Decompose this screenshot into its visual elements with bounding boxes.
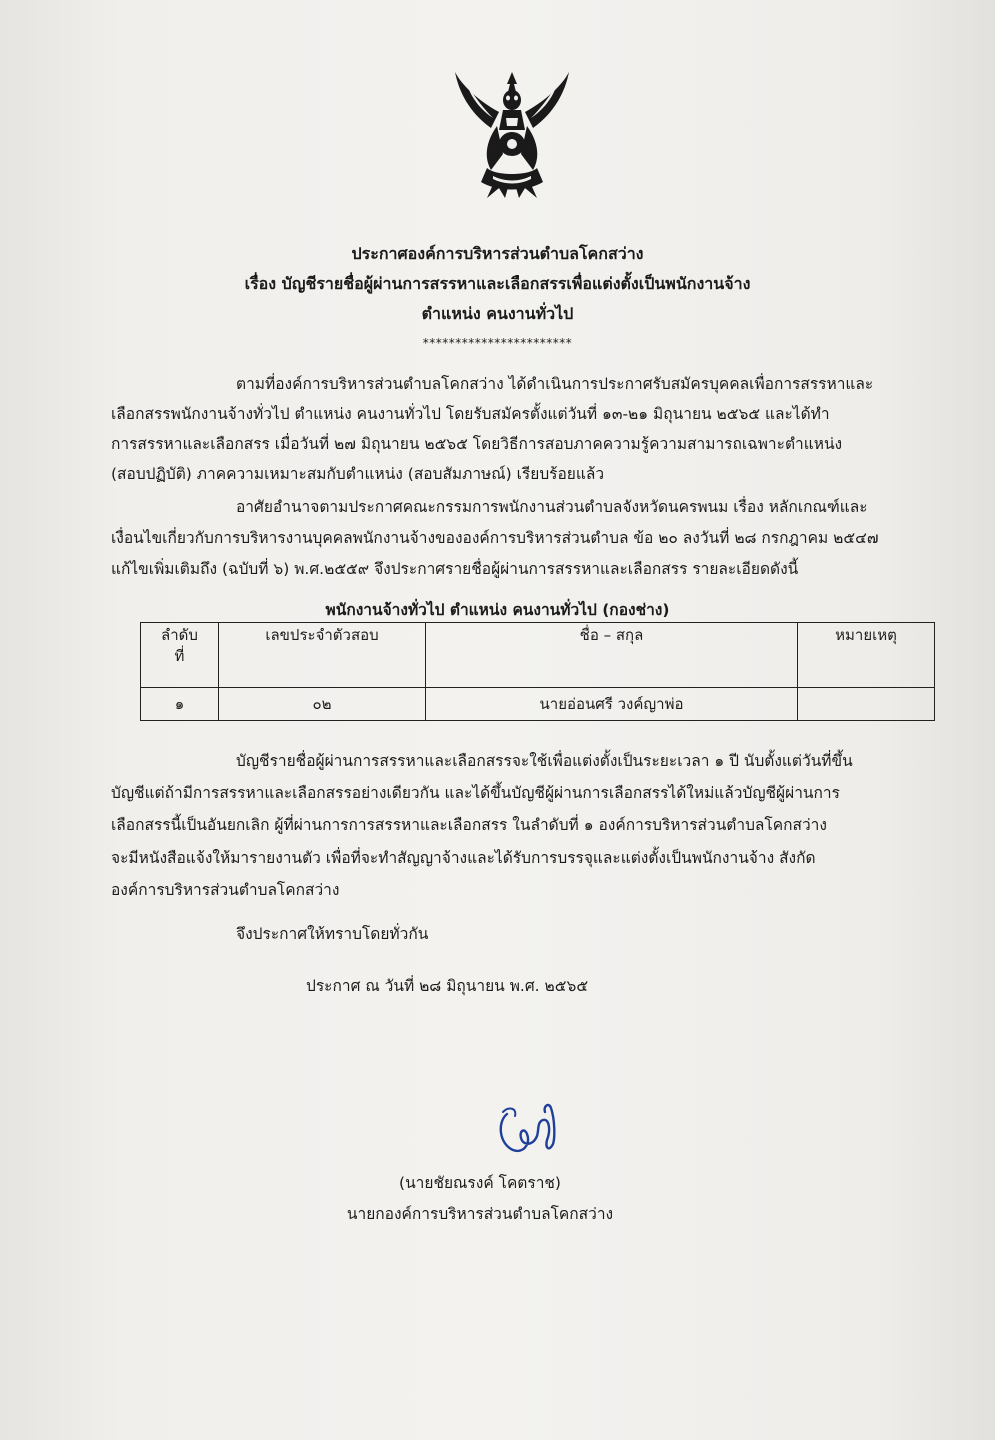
paragraph-1-line: เลือกสรรพนักงานจ้างทั่วไป ตำแหน่ง คนงานทั่วไป โดยรับสมัครตั้งแต่วันที่ ๑๓-๒๑ มิถุนายน ๒๕๖๕ และได้ทำ xyxy=(111,405,830,423)
announcement-position: ตำแหน่ง คนงานทั่วไป xyxy=(421,304,574,323)
announcement-subject: เรื่อง บัญชีรายชื่อผู้ผ่านการสรรหาและเลือกสรรเพื่อแต่งตั้งเป็นพนักงานจ้าง xyxy=(244,274,751,293)
column-header-name: ชื่อ – สกุล xyxy=(426,623,798,688)
paragraph-1-line: (สอบปฏิบัติ) ภาคความเหมาะสมกับตำแหน่ง (สอบสัมภาษณ์) เรียบร้อยแล้ว xyxy=(111,465,605,483)
table-header-row xyxy=(141,623,935,688)
garuda-emblem-icon xyxy=(447,70,577,200)
column-header-remark: หมายเหตุ xyxy=(798,623,935,688)
cell-order: ๑ xyxy=(141,688,219,721)
column-header-order: ลำดับ ที่ xyxy=(141,623,219,688)
paragraph-1-line: การสรรหาและเลือกสรร เมื่อวันที่ ๒๗ มิถุนายน ๒๕๖๕ โดยวิธีการสอบภาคความรู้ความสามารถเฉพาะตำแหน่ง xyxy=(111,435,843,453)
date-line: ประกาศ ณ วันที่ ๒๘ มิถุนายน พ.ศ. ๒๕๖๕ xyxy=(306,977,589,995)
column-header-exam-id: เลขประจำตัวสอบ xyxy=(219,623,426,688)
cell-name: นายอ่อนศรี วงค์ญาพ่อ xyxy=(426,688,798,721)
star-divider: *********************** xyxy=(422,336,573,350)
paragraph-3-line: เลือกสรรนี้เป็นอันยกเลิก ผู้ที่ผ่านการการสรรหาและเลือกสรร ในลำดับที่ ๑ องค์การบริหารส่วนตำบลโคกสว่าง xyxy=(111,816,827,834)
paragraph-3-line: จะมีหนังสือแจ้งให้มารายงานตัว เพื่อที่จะทำสัญญาจ้างและได้รับการบรรจุและแต่งตั้งเป็นพนักงานจ้าง สังกัด xyxy=(111,849,816,867)
announcement-title: ประกาศองค์การบริหารส่วนตำบลโคกสว่าง xyxy=(351,244,644,263)
paragraph-2-line: เงื่อนไขเกี่ยวกับการบริหารงานบุคคลพนักงานจ้างขององค์การบริหารส่วนตำบล ข้อ ๒๐ ลงวันที่ ๒๘ กรกฎาคม ๒๕๔๗ xyxy=(111,529,879,547)
paragraph-2-line: อาศัยอำนาจตามประกาศคณะกรรมการพนักงานส่วนตำบลจังหวัดนครพนม เรื่อง หลักเกณฑ์และ xyxy=(236,498,868,516)
signer-name: (นายชัยณรงค์ โคตราช) xyxy=(399,1174,561,1192)
paragraph-3-line: บัญชีแต่ถ้ามีการสรรหาและเลือกสรรอย่างเดียวกัน และได้ขึ้นบัญชีผู้ผ่านการเลือกสรรได้ใหม่แล้วบัญชีผู้ผ่านการ xyxy=(111,784,840,802)
cell-exam-id: ๐๒ xyxy=(219,688,426,721)
paragraph-3-line: บัญชีรายชื่อผู้ผ่านการสรรหาและเลือกสรรจะใช้เพื่อแต่งตั้งเป็นระยะเวลา ๑ ปี นับตั้งแต่วันที่ขึ้น xyxy=(236,752,853,770)
cell-remark xyxy=(798,688,935,721)
table-caption: พนักงานจ้างทั่วไป ตำแหน่ง คนงานทั่วไป (กองช่าง) xyxy=(325,601,670,619)
signer-title: นายกองค์การบริหารส่วนตำบลโคกสว่าง xyxy=(346,1205,614,1223)
candidate-table xyxy=(140,622,935,721)
paragraph-1-line: ตามที่องค์การบริหารส่วนตำบลโคกสว่าง ได้ดำเนินการประกาศรับสมัครบุคคลเพื่อการสรรหาและ xyxy=(236,375,874,393)
notice-line: จึงประกาศให้ทราบโดยทั่วกัน xyxy=(236,925,429,943)
signature-scribble-icon xyxy=(493,1100,565,1158)
table-row xyxy=(141,688,935,721)
paragraph-2-line: แก้ไขเพิ่มเติมถึง (ฉบับที่ ๖) พ.ศ.๒๕๕๙ จึงประกาศรายชื่อผู้ผ่านการสรรหาและเลือกสรร รายละเอียดดังนี้ xyxy=(111,560,799,578)
paragraph-3-line: องค์การบริหารส่วนตำบลโคกสว่าง xyxy=(111,881,340,899)
